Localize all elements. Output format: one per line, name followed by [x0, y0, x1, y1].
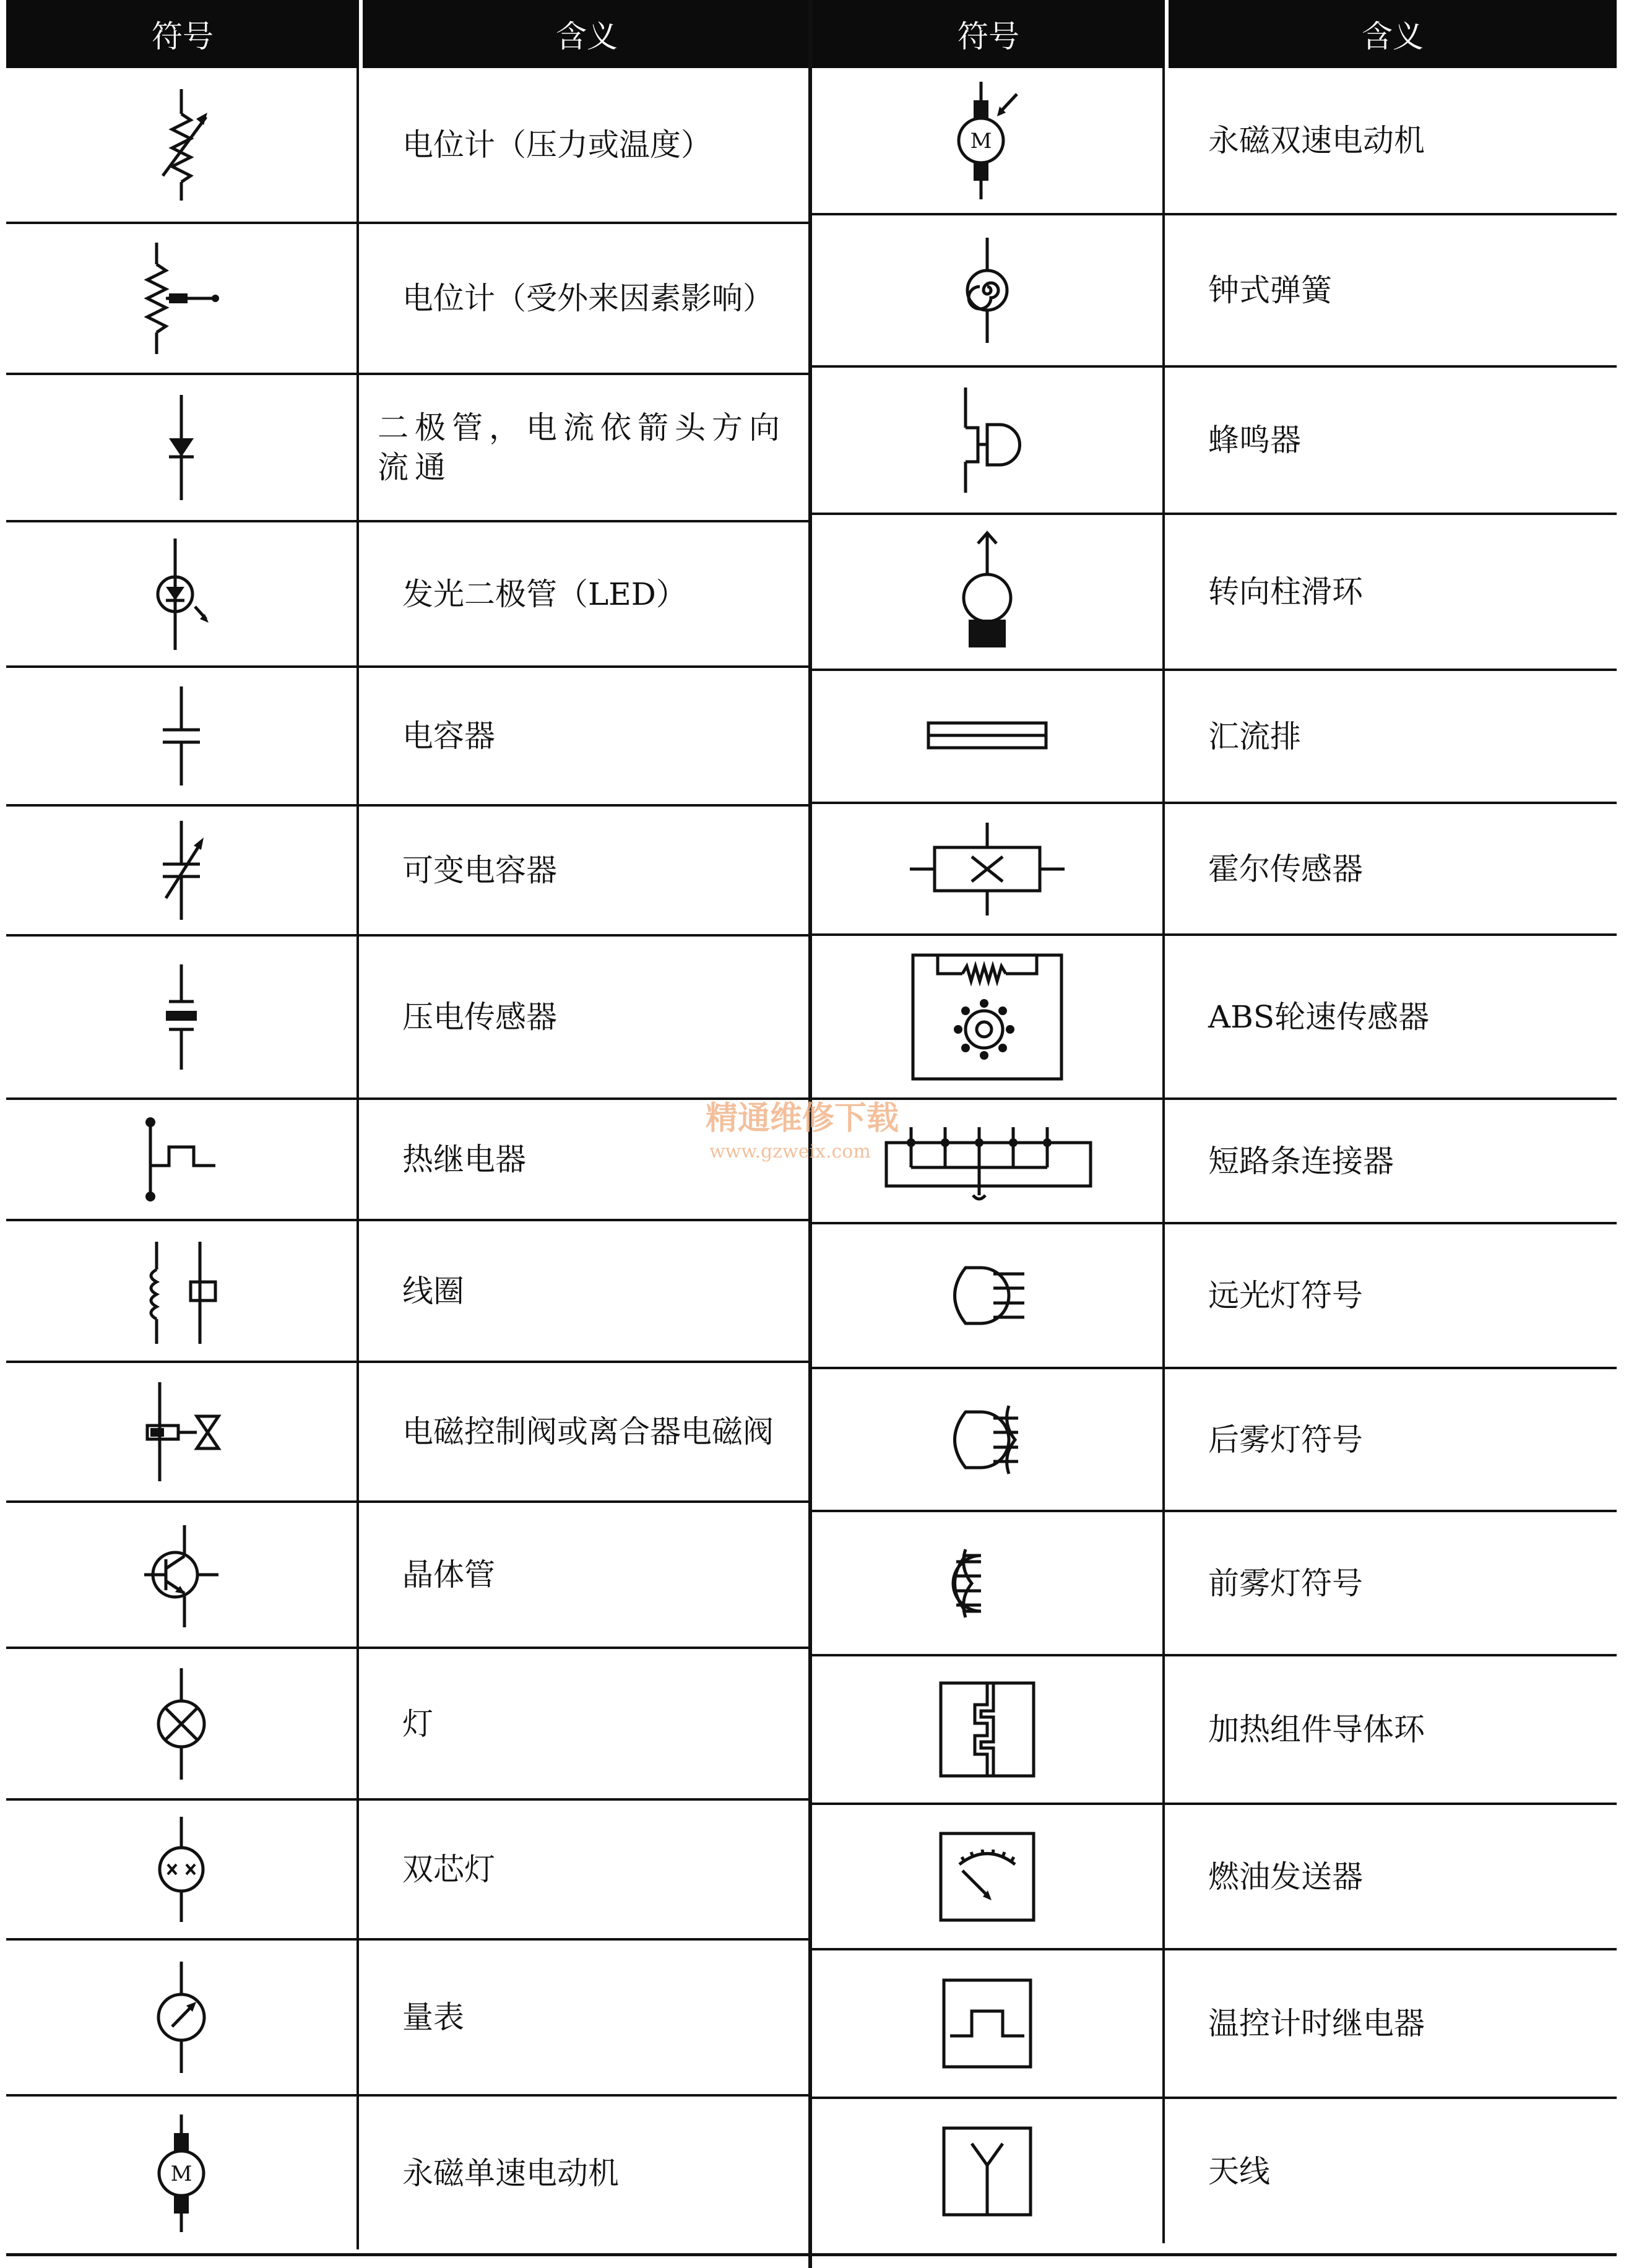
- motor-label: M: [170, 2161, 192, 2186]
- table-row: [812, 368, 1617, 515]
- table-row: [812, 804, 1617, 936]
- right-header-symbol: 符号: [812, 0, 1169, 68]
- fuel-sender-icon: [935, 1827, 1040, 1926]
- watermark-url: www.gzweix.com: [709, 1141, 871, 1162]
- table-row: [6, 1503, 811, 1649]
- meaning-text: 可变电容器: [402, 852, 557, 888]
- coil-icon: [132, 1229, 231, 1353]
- meaning-text: ABS轮速传感器: [1208, 998, 1430, 1035]
- rear-fog-lamp-icon: [932, 1393, 1043, 1486]
- table-row: [812, 68, 1617, 215]
- table-row: [812, 671, 1617, 804]
- bottom-rule: [6, 2253, 1617, 2256]
- meaning-text: 永磁双速电动机: [1208, 123, 1425, 158]
- meaning-text: 二极管，电流依箭头方向流通: [378, 410, 786, 485]
- meaning-text: 汇流排: [1208, 718, 1301, 755]
- meaning-text: 电位计（受外来因素影响）: [402, 280, 774, 316]
- gauge-icon: [144, 1952, 218, 2082]
- shorting-bar-connector-icon: [874, 1109, 1097, 1214]
- right-column: [812, 0, 1617, 2243]
- meaning-text: 电位计（压力或温度）: [402, 127, 712, 163]
- meaning-text: 永磁单速电动机: [402, 2155, 619, 2191]
- bus-bar-icon: [922, 712, 1052, 761]
- meaning-text: 前雾灯符号: [1208, 1565, 1363, 1601]
- meaning-text: 电磁控制阀或离合器电磁阀: [402, 1414, 774, 1450]
- diode-icon: [150, 386, 212, 509]
- table-row: [6, 668, 811, 807]
- watermark: [706, 1099, 899, 1169]
- table-row: [6, 68, 811, 224]
- table-row: [6, 1941, 811, 2097]
- meaning-text: 短路条连接器: [1208, 1143, 1394, 1179]
- table-row: [6, 1221, 811, 1363]
- meaning-text: 灯: [402, 1705, 433, 1742]
- thermal-relay-icon: [132, 1104, 231, 1215]
- meaning-text: 转向柱滑环: [1208, 574, 1363, 610]
- meaning-text: 后雾灯符号: [1208, 1421, 1363, 1458]
- table-row: [812, 936, 1617, 1100]
- watermark-main: 精通维修下载: [706, 1099, 899, 1137]
- table-row: [812, 1805, 1617, 1950]
- table-row: [6, 375, 811, 522]
- potentiometer-pressure-temperature-icon: [132, 83, 231, 207]
- left-header-meaning: 含义: [556, 19, 618, 54]
- solenoid-valve-icon: [132, 1373, 231, 1491]
- clock-spring-icon: [950, 228, 1024, 352]
- meaning-text: 量表: [402, 1999, 464, 2035]
- high-beam-icon: [932, 1252, 1043, 1339]
- two-speed-motor-icon: [938, 76, 1037, 206]
- meaning-text: 双芯灯: [402, 1851, 495, 1887]
- meaning-text: 钟式弹簧: [1208, 272, 1332, 308]
- table-row: [812, 1224, 1617, 1369]
- meaning-text: 蜂鸣器: [1208, 422, 1301, 458]
- meaning-text: 发光二极管（LED）: [402, 576, 687, 612]
- meaning-text: 热继电器: [402, 1141, 526, 1177]
- table-row: [812, 1656, 1617, 1805]
- potentiometer-external-factor-icon: [132, 236, 231, 360]
- table-row: [812, 2099, 1617, 2243]
- meaning-text: 燃油发送器: [1208, 1858, 1363, 1895]
- table-row: [6, 1801, 811, 1941]
- piezo-sensor-icon: [150, 952, 212, 1082]
- table-row: [812, 1100, 1617, 1224]
- capacitor-icon: [150, 674, 212, 798]
- antenna-icon: [938, 2122, 1037, 2221]
- left-header: [6, 0, 811, 68]
- transistor-icon: [132, 1513, 231, 1637]
- table-row: [812, 515, 1617, 671]
- variable-capacitor-icon: [144, 812, 218, 929]
- table-row: [812, 1512, 1617, 1656]
- table-row: [6, 1363, 811, 1503]
- meaning-text: 霍尔传感器: [1208, 850, 1363, 887]
- meaning-text: 压电传感器: [402, 999, 557, 1035]
- meaning-text: 电容器: [402, 718, 495, 754]
- meaning-text: 晶体管: [402, 1557, 495, 1593]
- heating-element-conductor-ring-icon: [935, 1677, 1040, 1782]
- meaning-text: 线圈: [402, 1273, 464, 1309]
- left-header-symbol: 符号: [6, 0, 363, 68]
- meaning-text: 加热组件导体环: [1208, 1712, 1425, 1747]
- thermal-timer-relay-icon: [938, 1974, 1037, 2073]
- buzzer-icon: [944, 378, 1031, 502]
- hall-sensor-icon: [907, 813, 1068, 925]
- table-row: [6, 224, 811, 375]
- abs-wheel-speed-sensor-icon: [907, 949, 1068, 1085]
- steering-slip-ring-icon: [950, 524, 1024, 660]
- front-fog-lamp-icon: [932, 1537, 1043, 1630]
- table-row: [812, 1369, 1617, 1512]
- table-row: [812, 215, 1617, 368]
- right-header-meaning: 含义: [1362, 19, 1424, 54]
- table-row: [6, 522, 811, 668]
- dual-filament-lamp-icon: [144, 1807, 218, 1931]
- meaning-text: 天线: [1208, 2153, 1270, 2189]
- left-column: [6, 0, 811, 2249]
- led-icon: [138, 532, 225, 656]
- table-row: [6, 2097, 811, 2249]
- single-speed-motor-icon: [144, 2108, 218, 2238]
- table-row: [812, 1950, 1617, 2099]
- right-header: [812, 0, 1617, 68]
- table-row: [6, 1100, 811, 1221]
- table-row: [6, 937, 811, 1100]
- lamp-icon: [144, 1659, 218, 1789]
- motor-label: M: [970, 129, 992, 154]
- table-row: [6, 807, 811, 937]
- meaning-text: 远光灯符号: [1208, 1278, 1363, 1314]
- meaning-text: 温控计时继电器: [1208, 2006, 1425, 2041]
- table-row: [6, 1649, 811, 1801]
